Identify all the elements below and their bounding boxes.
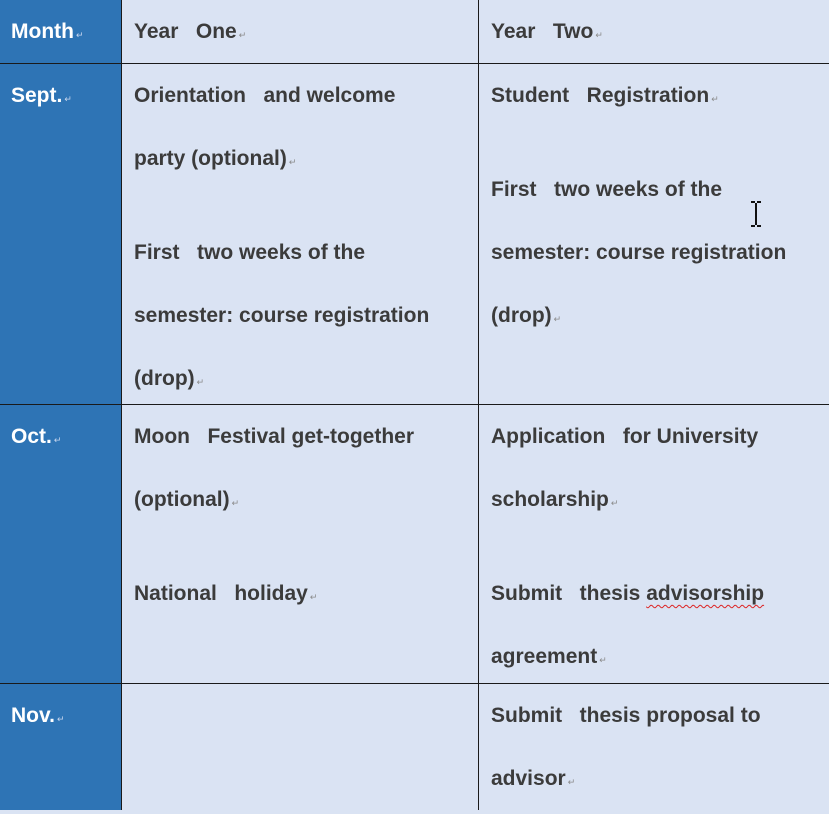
i-beam-cursor-icon (749, 201, 763, 227)
paragraph-mark-icon: ↵ (553, 314, 562, 324)
cell-line: semester: course registration (134, 304, 430, 327)
cell-line: Orientation and welcome (134, 84, 396, 107)
month-cell-oct[interactable] (11, 405, 61, 472)
header-month-text: Month (11, 20, 74, 43)
paragraph-mark-icon: ↵ (56, 714, 65, 724)
column-divider (121, 0, 122, 810)
paragraph-mark-icon: ↵ (196, 377, 205, 387)
header-year-two-text: Year Two (491, 20, 594, 43)
cell-line: agreement (491, 645, 598, 668)
paragraph-mark-icon: ↵ (309, 592, 318, 602)
cell-line: advisor (491, 767, 566, 790)
sept-year-two-cell[interactable] (491, 64, 786, 351)
paragraph-mark-icon: ↵ (567, 777, 576, 787)
header-year-two-cell[interactable] (491, 0, 603, 67)
paragraph-mark-icon: ↵ (64, 94, 72, 104)
paragraph-mark-icon: ↵ (595, 30, 603, 40)
column-divider (478, 0, 479, 810)
cell-line: scholarship (491, 488, 609, 511)
cell-line: National holiday (134, 582, 308, 605)
sept-year-one-cell[interactable] (134, 64, 429, 414)
cell-line: First two weeks of the (491, 178, 723, 201)
cell-line: Submit thesis (491, 582, 647, 605)
cell-line: Student Registration (491, 84, 710, 107)
header-year-one-text: Year One (134, 20, 237, 43)
month-label: Sept. (11, 84, 63, 107)
paragraph-mark-icon: ↵ (610, 498, 619, 508)
cell-line: (drop) (491, 304, 552, 327)
cell-line: semester: course registration (491, 241, 787, 264)
month-label: Oct. (11, 425, 52, 448)
cell-line: Moon Festival get-together (134, 425, 415, 448)
spelling-flagged-word[interactable]: advisorship (646, 582, 765, 605)
paragraph-mark-icon: ↵ (238, 30, 247, 40)
paragraph-mark-icon: ↵ (75, 30, 84, 40)
oct-year-one-cell[interactable] (134, 405, 414, 629)
month-label: Nov. (11, 704, 55, 727)
nov-year-two-cell[interactable] (491, 684, 761, 814)
month-cell-sept[interactable] (11, 64, 72, 131)
paragraph-mark-icon: ↵ (288, 157, 297, 167)
header-month-cell[interactable] (11, 0, 84, 67)
cell-line: party (optional) (134, 147, 287, 170)
cell-line: (drop) (134, 367, 195, 390)
month-cell-nov[interactable] (11, 684, 65, 751)
cell-line: First two weeks of the (134, 241, 366, 264)
cell-line: Application for University (491, 425, 759, 448)
nov-year-one-cell[interactable] (134, 684, 464, 804)
paragraph-mark-icon: ↵ (231, 498, 240, 508)
cell-line: Submit thesis proposal to (491, 704, 761, 727)
paragraph-mark-icon: ↵ (53, 435, 62, 445)
oct-year-two-cell[interactable] (491, 405, 764, 692)
paragraph-mark-icon: ↵ (599, 655, 607, 665)
paragraph-mark-icon: ↵ (711, 94, 719, 104)
cell-line: (optional) (134, 488, 230, 511)
header-year-one-cell[interactable] (134, 0, 246, 67)
